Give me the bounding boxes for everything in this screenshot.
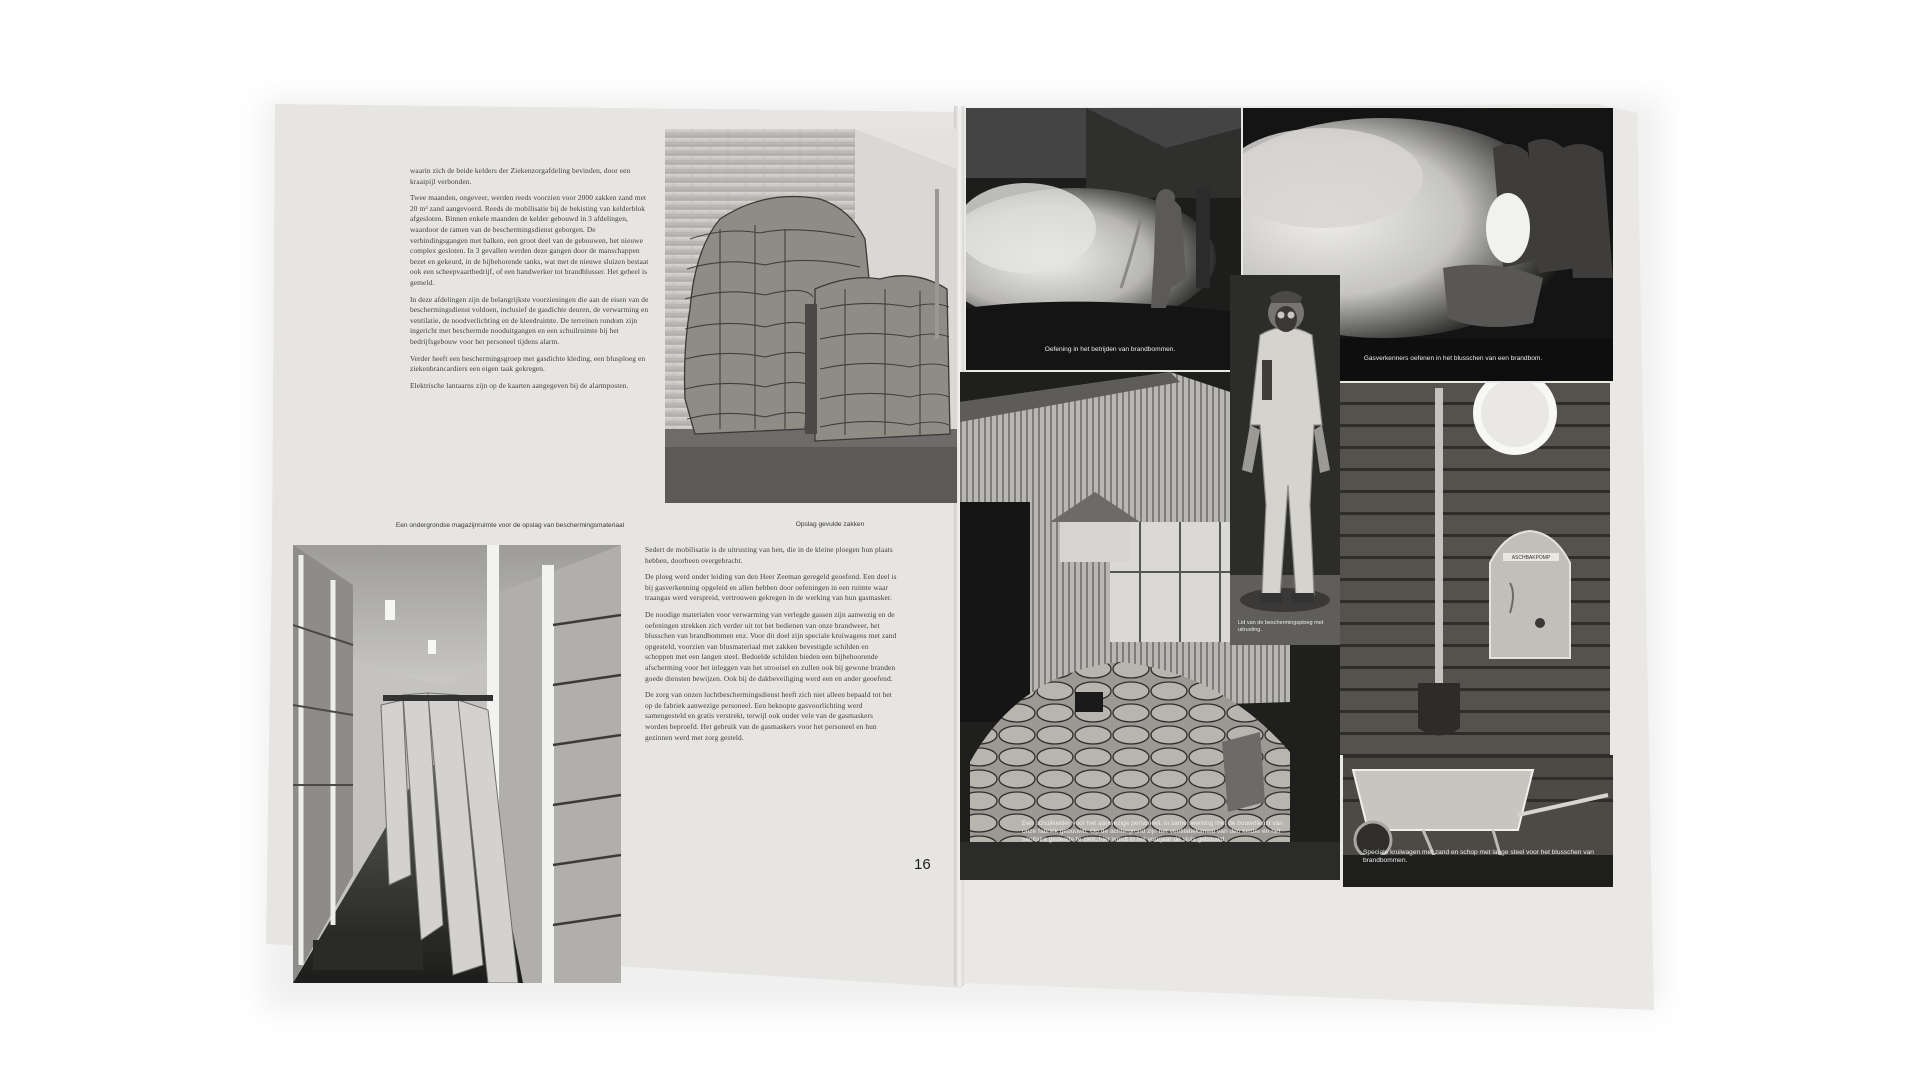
- paragraph: De zorg van onzen luchtbeschermingsdienst heeft zich niet alleen bepaald tot het op de fabriek aanwezige personeel. Een beknopte gasvoorlichting werd samengesteld en gratis verstrekt, terwijl ook onder vele van de gasmaskers worden beproefd. Het gebruik van de gasmaskers voor het personeel en hun gezinnen werd met zorg gesteld.: [645, 690, 892, 742]
- shelter-caption: Een schuilkelder voor het aanwezige personeel, in samenwerking met de bouwdienst van onze fabriek gebouwd. Op de achtergrond zijn het ventilatiekanaal van den kelder en het sanitaire gedeelte te zien, hier wordt in het voorjaar de sluis gebouwd.: [1022, 820, 1283, 843]
- left-top-text-block: [410, 166, 655, 397]
- page-number: 16: [914, 856, 931, 873]
- wheelbarrow-caption: Speciale kruiwagen met zand en schop met lange steel voor het blusschen van brandbommen.: [1363, 849, 1594, 864]
- protective-suit-photo: [1230, 275, 1340, 645]
- paragraph: De ploeg werd onder leiding van den Heer Zeeman geregeld geoefend. Een deel is bij gasverkenning opgeleid en allen hebben door oefeningen in een ruimte waar traangas werd verspreid, vertrouwen gekregen in de werking van hun gasmasker.: [645, 572, 897, 603]
- gas-cloud-caption: Gasverkenners oefenen in het blusschen van een brandbom.: [1363, 355, 1543, 362]
- suit-caption: Lid van de beschermingsploeg met uitrusting.: [1238, 620, 1324, 633]
- sandbag-stack-photo: [665, 129, 957, 503]
- paragraph: De noodige materialen voor verwarming van verlegde gassen zijn aanwezig en de oefeningen strekken zich verder uit tot het bedienen van onze brandweer, het blusschen van brandbommen enz. Voor dit doel zijn speciale kruiwagens met zand opgesteld, voorzien van blusmateriaal met zakken bevestigde schilden en schoppen met een langen steel. Bedoelde schilden bieden een bijbehoorende afscherming voor het inleggen van het strooisel en zullen ook bij gewone branden goede diensten bewijzen. Ook bij de dakbeveiliging werd een en ander geoefend.: [645, 609, 897, 683]
- storage-room-photo: [293, 545, 621, 983]
- equipment-wall-photo: [1340, 383, 1610, 755]
- left-bottom-caption: Een ondergrondse magazijnruimte voor de opslag van beschermingsmateriaal: [395, 522, 625, 529]
- paragraph: Elektrische lantaarns zijn op de kaarten aangegeven bij de alarmposten.: [410, 380, 629, 390]
- paragraph: waarin zich de beide kelders der Ziekenzorgafdeling bevinden, door een kraaipijl verbonden.: [410, 166, 631, 186]
- paragraph: Sedert de mobilisatie is de uitrusting van hen, die in de kleine ploegen hun plaats hebben, doorheen overgebracht.: [645, 545, 893, 565]
- wheelbarrow-photo: [1343, 755, 1613, 887]
- sign-label: ASCHBAKPOMP: [1511, 555, 1551, 561]
- gas-exercise-photo: [966, 108, 1241, 370]
- paragraph: In deze afdelingen zijn de belangrijkste voorzieningen die aan de eisen van de beschermingsdienst voldoen, inclusief de gasdichte deuren, de verwarming en ventilatie, de noodverlichting en de kleedruimte. De terreinen rondom zijn ingericht met beschermde nooduitgangen en een schuilruimte bij het bedrijfsgebouw voor het personeel tijdens alarm.: [410, 294, 649, 346]
- left-column-text: [645, 545, 897, 749]
- paragraph: Twee maanden, ongeveer, werden reeds voorzien voor 2000 zakken zand met 20 m³ zand aangevoerd. Reeds de mobilisatie bij de bekisting van kelderblok afgesloten. Binnen enkele maanden de kelder gebouwd in 3 afdelingen, waardoor de ramen van de beschermingsdienst geborgen. De verbindingsgangen met balken, een groot deel van de gebouwen, het nieuwe complex gesloten. In 3 gevallen werden deze gangen door de manschappen bezet en gekeurd, in de bijbehorende tanks, wat met de nieuwe sluizen bestaat ook een scheepvaartbedrijf, of een handwerker tot brandblusser. Het geheel is gemeld.: [410, 193, 649, 287]
- paragraph: Verder heeft een beschermingsgroep met gasdichte kleding, een blusploeg en ziekenbrancardiers een eigen taak gekregen.: [410, 353, 646, 374]
- sandbag-photo-caption: Opslag gevulde zakken: [795, 521, 865, 528]
- gas-exercise-caption: Oefening in het betrijden van brandbommen.: [1044, 346, 1176, 353]
